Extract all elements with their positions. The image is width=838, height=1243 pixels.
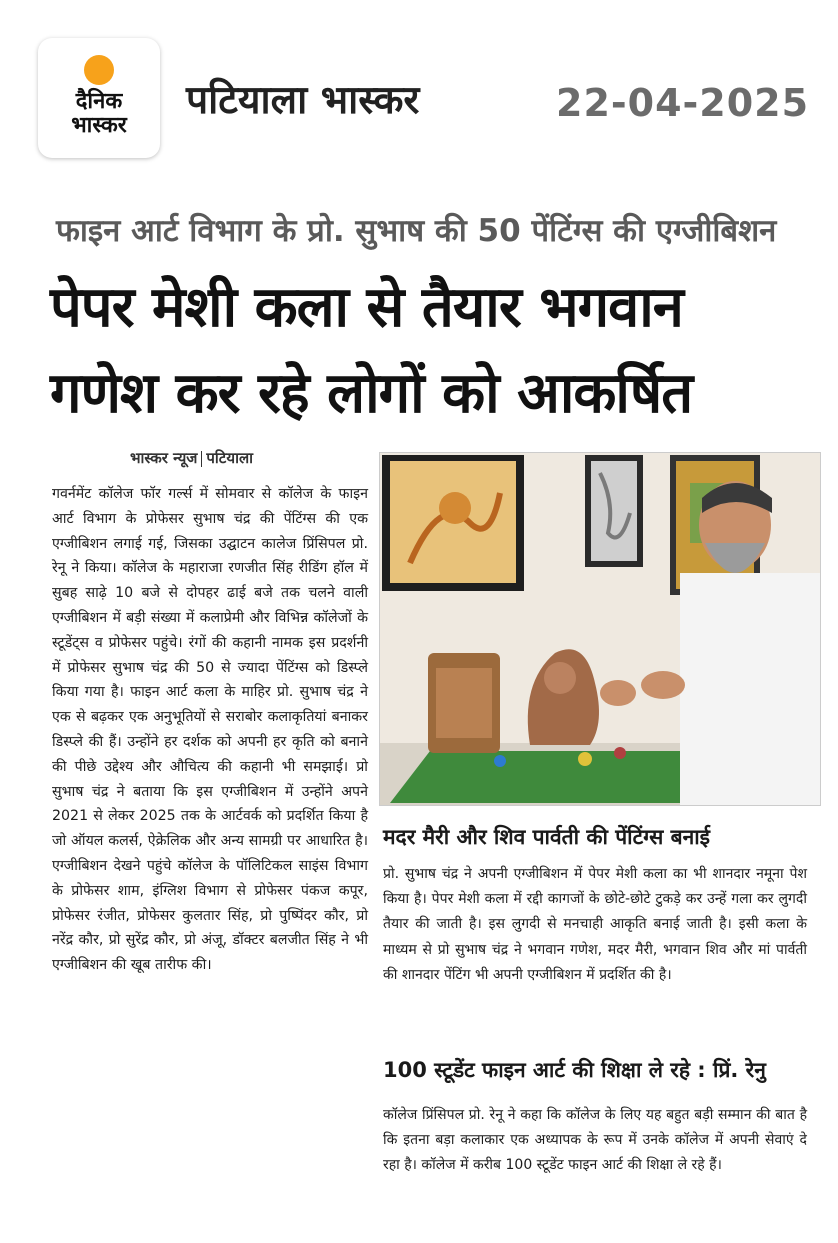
body-column-left xyxy=(52,482,368,978)
exhibition-photo-illustration xyxy=(380,453,820,805)
article-kicker: फाइन आर्ट विभाग के प्रो. सुभाष की 50 पेंटिंग्स की एग्जीबिशन xyxy=(56,213,777,249)
body-column-right-2 xyxy=(383,1103,807,1179)
edition-date: 22-04-2025 xyxy=(556,81,810,125)
byline xyxy=(130,446,253,470)
body-right2-text: कॉलेज प्रिंसिपल प्रो. रेनू ने कहा कि कॉलेज के लिए यह बहुत बड़ी सम्मान की बात है कि इतना बड़ा कलाकार एक अध्यापक के रूप में उनके कॉलेज में अपनी सेवाएं दे रहा है। कॉलेज में करीब 100 स्टूडेंट फाइन आर्ट की शिक्षा ले रहे हैं। xyxy=(383,1107,807,1174)
headline-line-2: गणेश कर रहे लोगों को आकर्षित xyxy=(50,361,693,426)
subheading: 100 स्टूडेंट फाइन आर्ट की शिक्षा ले रहे : प्रिं. रेनु xyxy=(383,1058,766,1082)
logo-text-line1: दैनिक xyxy=(75,89,123,114)
photo-caption-heading: मदर मैरी और शिव पार्वती की पेंटिंग्स बनाई xyxy=(383,825,710,849)
headline-line-1: पेपर मेशी कला से तैयार भगवान xyxy=(50,275,683,340)
body-left-text: गवर्नमेंट कॉलेज फॉर गर्ल्स में सोमवार से कॉलेज के फाइन आर्ट विभाग के प्रोफेसर सुभाष चंद्र की पेंटिंग्स की एक एग्जीबिशन लगाई गई, जिसका उद्घाटन कालेज प्रिंसिपल प्रो. रेनू ने किया। कॉलेज के महाराजा रणजीत सिंह रीडिंग हॉल में सुबह साढ़े 10 बजे से दोपहर ढाई बजे तक चलने वाली एग्जीबिशन में बड़ी संख्या में कलाप्रेमी और विभिन्न कॉलेजों के स्टूडेंट्स व प्रोफेसर पहुंचे। रंगों की कहानी नामक इस प्रदर्शनी में प्रोफेसर सुभाष चंद्र की 50 से ज्यादा पेंटिंग्स को डिस्प्ले किया गया है। फाइन आर्ट कला के माहिर प्रो. सुभाष चंद्र ने एक से बढ़कर एक अनुभूतियों से सराबोर कलाकृतियां बनाकर डिस्प्ले की हैं। उन्होंने हर दर्शक को अपनी हर कृति को बनाने की पीछे उद्देश्य और औचित्य की कहानी भी समझाई। प्रो सुभाष चंद्र ने बताया कि इस एग्जीबिशन में उन्होंने अपने 2021 से लेकर 2025 तक के आर्टवर्क को प्रदर्शित किया है जो ऑयल कलर्स, ऐक्रेलिक और अन्य सामग्री पर आधारित है। एग्जीबिशन देखने पहुंचे कॉलेज के पॉलिटिकल साइंस विभाग के प्रोफेसर शाम, इंग्लिश विभाग से प्रोफेसर पंकज कपूर, प्रोफेसर रंजीत, प्रोफेसर कुलतार सिंह, प्रो पुष्पिंदर कौर, प्रो नरेंद्र कौर, प्रो सुरेंद्र कौर, प्रो अंजू, डॉक्टर बलजीत सिंह ने भी एग्जीबिशन की खूब तारीफ की। xyxy=(52,486,368,974)
body-right-text: प्रो. सुभाष चंद्र ने अपनी एग्जीबिशन में पेपर मेशी कला का भी शानदार नमूना पेश किया है। पेपर मेशी कला में रद्दी कागजों के छोटे-छोटे टुकड़े कर उन्हें गला कर लुगदी तैयार की जाती है। इस लुगदी से मनचाही आकृति बनाई जाती है। इसी कला के माध्यम से प्रो सुभाष चंद्र ने भगवान गणेश, मदर मैरी, भगवान शिव और मां पार्वती की शानदार पेंटिंग भी अपनी एग्जीबिशन में प्रदर्शित की है। xyxy=(383,866,807,983)
byline-separator xyxy=(201,451,202,467)
dainik-bhaskar-logo xyxy=(38,38,160,158)
article-photo xyxy=(379,452,821,806)
byline-place: पटियाला xyxy=(206,449,254,467)
body-column-right xyxy=(383,862,807,988)
logo-text-line2: भास्कर xyxy=(71,113,127,138)
sun-logo-icon xyxy=(84,55,114,85)
edition-title: पटियाला भास्कर xyxy=(186,78,420,123)
byline-source: भास्कर न्यूज xyxy=(130,449,198,467)
